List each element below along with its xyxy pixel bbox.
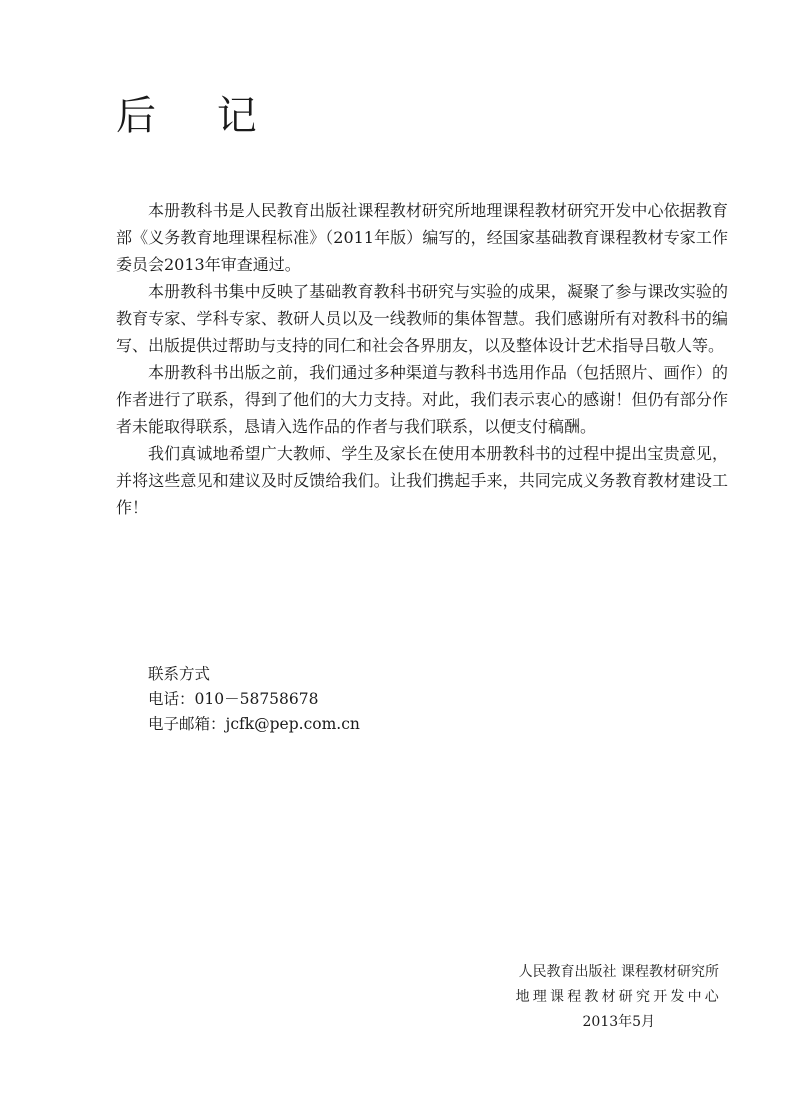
paragraph-2: 本册教科书集中反映了基础教育教科书研究与实验的成果，凝聚了参与课改实验的教育专家、学科专家、教研人员以及一线教师的集体智慧。我们感谢所有对教科书的编写、出版提供过帮助与支持的同仁和社会各界朋友，以及整体设计艺术指导吕敬人等。 (116, 282, 728, 355)
contact-heading: 联系方式 (148, 665, 211, 683)
contact-info (148, 662, 360, 737)
page-title: 后 记 (116, 93, 281, 139)
signature-org: 人民教育出版社 课程教材研究所 (518, 964, 720, 980)
afterword-body (116, 197, 728, 521)
email-label: 电子邮箱： (148, 715, 226, 733)
signature-block (516, 960, 722, 1035)
paragraph-1: 本册教科书是人民教育出版社课程教材研究所地理课程教材研究开发中心依据教育部《义务教育地理课程标准》（2011年版）编写的，经国家基础教育课程教材专家工作委员会2013年审查通过。 (116, 201, 728, 274)
email-value: jcfk@pep.com.cn (225, 715, 360, 733)
signature-date: 2013年5月 (582, 1014, 656, 1030)
contact-email-row (148, 712, 360, 737)
contact-phone-row (148, 687, 360, 712)
paragraph-3: 本册教科书出版之前，我们通过多种渠道与教科书选用作品（包括照片、画作）的作者进行了联系，得到了他们的大力支持。对此，我们表示衷心的感谢！但仍有部分作者未能取得联系，恳请入选作品的作者与我们联系，以便支付稿酬。 (116, 363, 728, 436)
phone-label: 电话： (148, 690, 195, 708)
paragraph-4: 我们真诚地希望广大教师、学生及家长在使用本册教科书的过程中提出宝贵意见，并将这些意见和建议及时反馈给我们。让我们携起手来，共同完成义务教育教材建设工作！ (116, 444, 728, 517)
signature-center: 地理课程教材研究开发中心 (515, 989, 722, 1005)
phone-value: 010－58758678 (194, 690, 319, 708)
